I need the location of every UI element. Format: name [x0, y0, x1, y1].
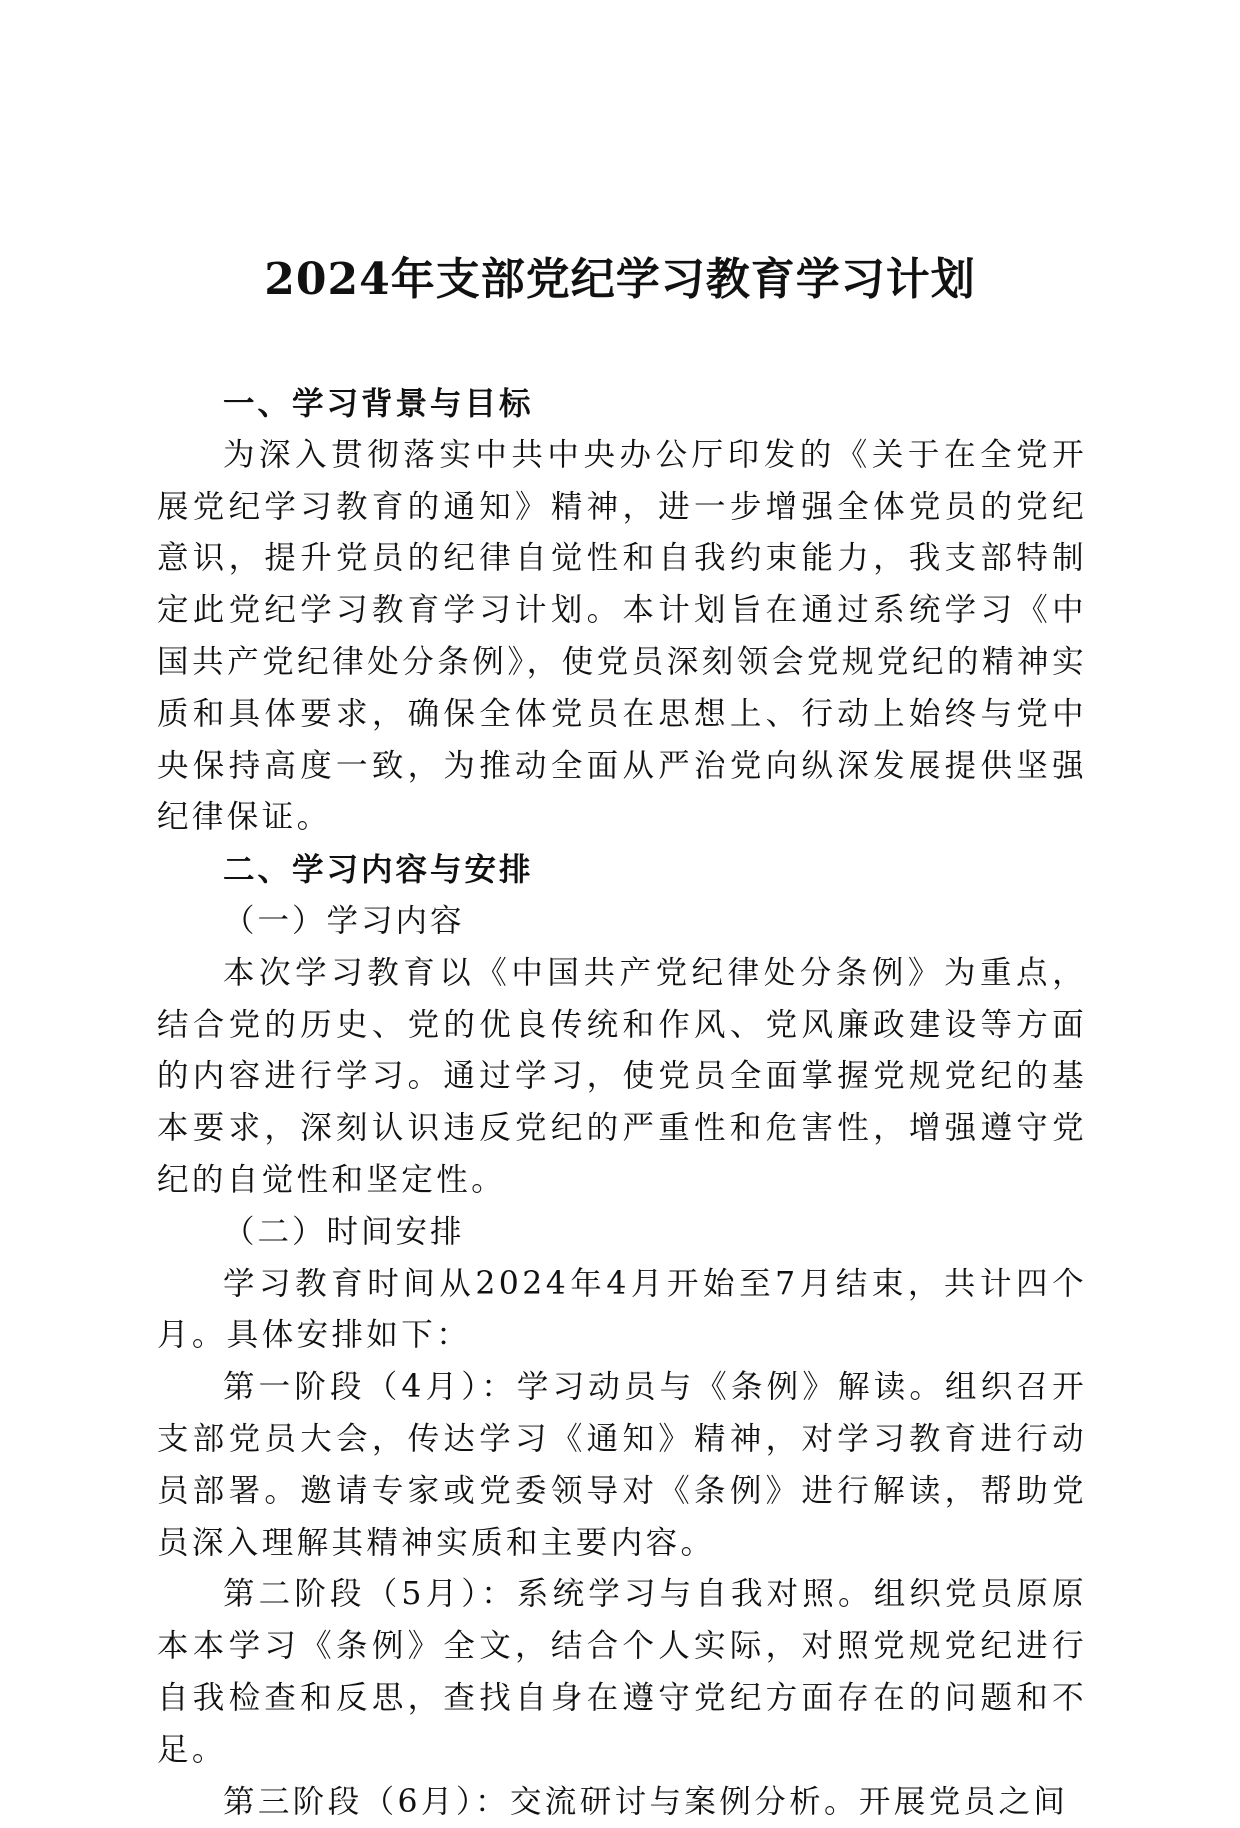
- document-body: [157, 378, 1087, 1828]
- paragraph-background: 为深入贯彻落实中共中央办公厅印发的《关于在全党开展党纪学习教育的通知》精神，进一步增强全体党员的党纪意识，提升党员的纪律自觉性和自我约束能力，我支部特制定此党纪学习教育学习计划。本计划旨在通过系统学习《中国共产党纪律处分条例》，使党员深刻领会党规党纪的精神实质和具体要求，确保全体党员在思想上、行动上始终与党中央保持高度一致，为推动全面从严治党向纵深发展提供坚强纪律保证。: [157, 436, 1087, 836]
- document-title: 2024年支部党纪学习教育学习计划: [264, 254, 976, 305]
- paragraph-stage-2: 第二阶段（5月）：系统学习与自我对照。组织党员原原本本学习《条例》全文，结合个人实际，对照党规党纪进行自我检查和反思，查找自身在遵守党纪方面存在的问题和不足。: [157, 1576, 1087, 1768]
- paragraph-schedule-intro: 学习教育时间从2024年4月开始至7月结束，共计四个月。具体安排如下：: [157, 1265, 1087, 1354]
- paragraph-content: 本次学习教育以《中国共产党纪律处分条例》为重点，结合党的历史、党的优良传统和作风、党风廉政建设等方面的内容进行学习。通过学习，使党员全面掌握党规党纪的基本要求，深刻认识违反党纪的严重性和危害性，增强遵守党纪的自觉性和坚定性。: [157, 954, 1087, 1198]
- section-heading-background: 一、学习背景与目标: [223, 385, 534, 422]
- paragraph-stage-1: 第一阶段（4月）：学习动员与《条例》解读。组织召开支部党员大会，传达学习《通知》精神，对学习教育进行动员部署。邀请专家或党委领导对《条例》进行解读，帮助党员深入理解其精神实质和主要内容。: [157, 1369, 1087, 1561]
- paragraph-stage-3: 第三阶段（6月）：交流研讨与案例分析。开展党员之间: [223, 1783, 1069, 1820]
- subsection-heading-content: （一）学习内容: [223, 902, 465, 939]
- subsection-heading-schedule: （二）时间安排: [223, 1213, 465, 1250]
- section-heading-content-arrangement: 二、学习内容与安排: [223, 851, 534, 889]
